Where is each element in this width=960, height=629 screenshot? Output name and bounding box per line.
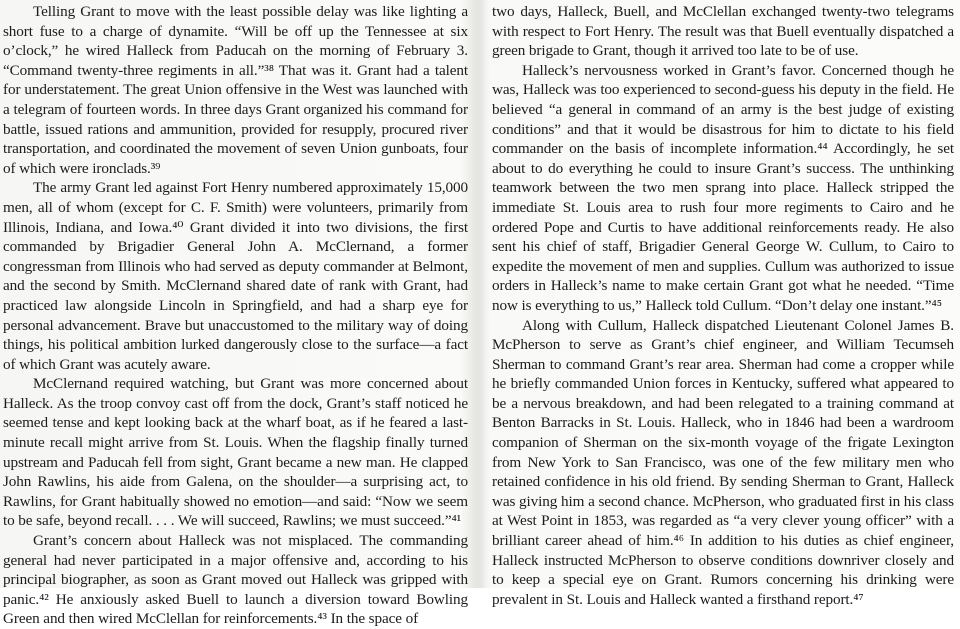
paragraph: Halleck’s nervousness worked in Grant’s favor. Concerned though he was, Halleck was too experienced to second-guess his deputy in the field. He believed “a general in command of an army is the best judge of existing conditions” and that it would be disastrous for him to dictate to his field commander on the basis of incomplete information.⁴⁴ Accordingly, he set about to do everything he could to insure Grant’s success. The unthinking teamwork between the two men sprang into place. Halleck stripped the immediate St. Louis area to rush four more regiments to Cairo and he ordered Pope and Curtis to have additional reinforcements ready. He also sent his chief of staff, Brigadier General George W. Cullum, to Cairo to expedite the movement of men and supplies. Cullum was authorized to issue orders in Halleck’s name to make certain Grant got what he needed. “Time now is everything to us,” Halleck told Cullum. “Don’t delay one instant.”⁴⁵ bbox=[492, 61, 954, 314]
paragraph: Telling Grant to move with the least possible delay was like lighting a short fuse to a charge of dynamite. “Will be off up the Tennessee at six o’clock,” he wired Halleck from Paducah on the morning of February 3. “Command twenty-three regiments in all.”³⁸ That was it. Grant had a talent for understatement. The great Union offensive in the West was launched with a telegram of fourteen words. In three days Grant organized his command for battle, issued rations and ammunition, provided for resupply, procured river transportation, and coordinated the movement of seven Union gunboats, four of which were ironclads.³⁹ bbox=[3, 3, 468, 177]
right-column bbox=[492, 2, 954, 609]
page-gutter bbox=[472, 0, 490, 588]
paragraph: Grant’s concern about Halleck was not misplaced. The commanding general had never participated in a major offensive and, according to his principal biographer, as soon as Grant moved out Halleck was gripped with panic.⁴² He anxiously asked Buell to launch a diversion toward Bowling Green and then wired McClellan for reinforcements.⁴³ In the space of bbox=[3, 532, 468, 628]
paragraph: The army Grant led against Fort Henry numbered approximately 15,000 men, all of whom (except for C. F. Smith) were volunteers, primarily from Illinois, Indiana, and Iowa.⁴⁰ Grant divided it into two divisions, the first commanded by Brigadier General John A. McClernand, a former congressman from Illinois who had served as deputy commander at Belmont, and the second by Smith. McClernand shared date of rank with Grant, had practiced law alongside Lincoln in Springfield, and had a sharp eye for personal advancement. Brave but unaccustomed to the military way of doing things, his political ambition lurked dangerously close to the surface—a fact of which Grant was acutely aware. bbox=[3, 179, 468, 373]
left-column bbox=[3, 2, 468, 629]
paragraph: McClernand required watching, but Grant was more concerned about Halleck. As the troop convoy cast off from the dock, Grant’s staff noticed he seemed tense and kept looking back at the wharf boat, as if he feared a last-minute recall might arrive from St. Louis. When the flagship finally turned upstream and Paducah fell from sight, Grant became a new man. He clapped John Rawlins, his aide from Galena, on the shoulder—a surprising act, to Rawlins, for Grant habitually showed no emotion—and said: “Now we seem to be safe, beyond recall. . . . We will succeed, Rawlins; we must succeed.”⁴¹ bbox=[3, 375, 468, 530]
paragraph: Along with Cullum, Halleck dispatched Lieutenant Colonel James B. McPherson to serve as Grant’s chief engineer, and William Tecumseh Sherman to command Grant’s rear area. Sherman had come a cropper while he briefly commanded Union forces in Kentucky, suffered what appeared to be a nervous breakdown, and had been relegated to a training command at Benton Barracks in St. Louis. Halleck, who in 1846 had been a wardroom companion of Sherman on the six-month voyage of the frigate Lexington from New York to San Francisco, was one of the few military men who retained confidence in his old friend. By sending Sherman to Grant, Halleck was giving him a second chance. McPherson, who graduated first in his class at West Point in 1853, was regarded as “a very clever young officer” with a brilliant career ahead of him.⁴⁶ In addition to his duties as chief engineer, Halleck instructed McPherson to observe conditions downriver closely and to keep a special eye on Grant. Rumors concerning his drinking were prevalent in St. Louis and Halleck wanted a firsthand report.⁴⁷ bbox=[492, 316, 954, 608]
paragraph-continued: two days, Halleck, Buell, and McClellan exchanged twenty-two telegrams with respect to Fort Henry. The result was that Buell eventually dispatched a green brigade to Grant, though it arrived too late to be of use. bbox=[492, 3, 954, 60]
